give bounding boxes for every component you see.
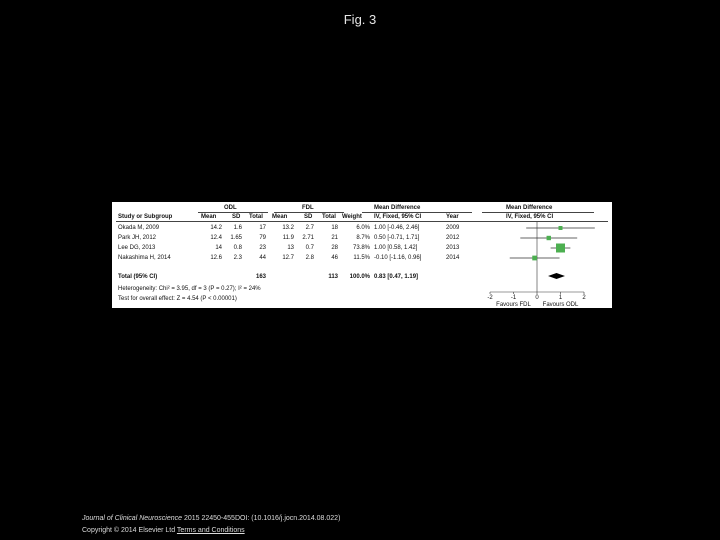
plot-header: Mean Difference: [506, 205, 553, 211]
total2: 18: [331, 225, 338, 231]
terms-link[interactable]: Terms and Conditions: [176, 527, 245, 534]
mean2: 11.9: [282, 235, 294, 241]
mean2: 12.7: [282, 255, 294, 261]
total1: 163: [255, 274, 266, 280]
col-sd2: SD: [304, 214, 313, 220]
weight: 8.7%: [356, 235, 370, 241]
mean1: 14.2: [210, 225, 222, 231]
total2: 21: [331, 235, 338, 241]
mean1: 12.4: [210, 235, 222, 241]
col-mean1: Mean: [201, 214, 217, 220]
sd1: 1.6: [233, 225, 242, 231]
citation-text: 2015 22450-455DOI: (10.1016/j.jocn.2014.08.022): [182, 515, 341, 522]
overall-effect-text: Test for overall effect: Z = 4.54 (P < 0.00001): [118, 296, 237, 302]
sd1: 0.8: [233, 245, 242, 251]
copyright-text: Copyright © 2014 Elsevier Ltd: [82, 527, 177, 534]
total1: 17: [259, 225, 266, 231]
year: 2012: [446, 235, 460, 241]
x-tick-label: 1: [558, 295, 563, 301]
ci-text: 1.00 [0.58, 1.42]: [374, 245, 418, 251]
plot-method: IV, Fixed, 95% CI: [506, 214, 554, 220]
total1: 79: [259, 235, 266, 241]
group2-header: FDL: [302, 205, 314, 211]
mean1: 12.6: [210, 255, 222, 261]
md-header: Mean Difference: [374, 205, 421, 211]
study-name: Okada M, 2009: [118, 225, 160, 231]
total1: 44: [259, 255, 266, 261]
total2: 28: [331, 245, 338, 251]
study-name: Nakashima H, 2014: [118, 255, 171, 261]
mean2: 13: [287, 245, 294, 251]
favours-right-label: Favours ODL: [542, 302, 579, 308]
sd2: 2.8: [305, 255, 314, 261]
ci-text: -0.10 [-1.16, 0.96]: [374, 255, 422, 261]
weight: 6.0%: [356, 225, 370, 231]
total-weight: 100.0%: [349, 274, 370, 280]
sd1: 1.65: [230, 235, 242, 241]
weight: 73.8%: [352, 245, 370, 251]
year: 2014: [446, 255, 460, 261]
ci-text: 1.00 [-0.46, 2.46]: [374, 225, 420, 231]
year: 2013: [446, 245, 460, 251]
total2: 46: [331, 255, 338, 261]
total-label: Total (95% CI): [118, 274, 158, 280]
group1-header: ODL: [224, 205, 237, 211]
col-year: Year: [446, 214, 459, 220]
figure-title: Fig. 3: [343, 12, 377, 27]
ci-text: 0.50 [-0.71, 1.71]: [374, 235, 420, 241]
study-marker: [547, 236, 551, 240]
x-tick-label: -2: [487, 295, 493, 301]
pooled-diamond: [548, 273, 565, 279]
year: 2009: [446, 225, 460, 231]
mean1: 14: [215, 245, 222, 251]
x-tick-label: -1: [510, 295, 517, 301]
study-name: Lee DG, 2013: [118, 245, 156, 251]
total-ci-text: 0.83 [0.47, 1.19]: [374, 274, 419, 280]
col-total1: Total: [249, 214, 263, 220]
weight: 11.5%: [353, 255, 370, 261]
col-study: Study or Subgroup: [118, 214, 173, 220]
copyright-line: [82, 527, 245, 534]
favours-left-label: Favours FDL: [496, 302, 531, 308]
col-ci: IV, Fixed, 95% CI: [374, 214, 422, 220]
sd1: 2.3: [233, 255, 242, 261]
sd2: 2.71: [302, 235, 314, 241]
col-sd1: SD: [232, 214, 241, 220]
study-marker: [556, 244, 565, 253]
forest-plot-panel: [112, 202, 612, 308]
heterogeneity-text: Heterogeneity: Chi² = 3.95, df = 3 (P = 0.27); I² = 24%: [118, 286, 261, 292]
study-marker: [559, 226, 563, 230]
total2: 113: [328, 274, 338, 280]
sd2: 2.7: [305, 225, 314, 231]
col-mean2: Mean: [272, 214, 288, 220]
study-marker: [532, 256, 537, 261]
x-tick-label: 0: [535, 295, 539, 301]
x-tick-label: 2: [582, 295, 586, 301]
mean2: 13.2: [282, 225, 294, 231]
citation-line: [82, 515, 340, 522]
forest-plot-svg: [112, 202, 612, 308]
sd2: 0.7: [305, 245, 314, 251]
journal-name: Journal of Clinical Neuroscience: [82, 515, 182, 522]
col-total2: Total: [322, 214, 336, 220]
total1: 23: [259, 245, 266, 251]
study-name: Park JH, 2012: [118, 235, 157, 241]
col-weight: Weight: [342, 214, 362, 220]
